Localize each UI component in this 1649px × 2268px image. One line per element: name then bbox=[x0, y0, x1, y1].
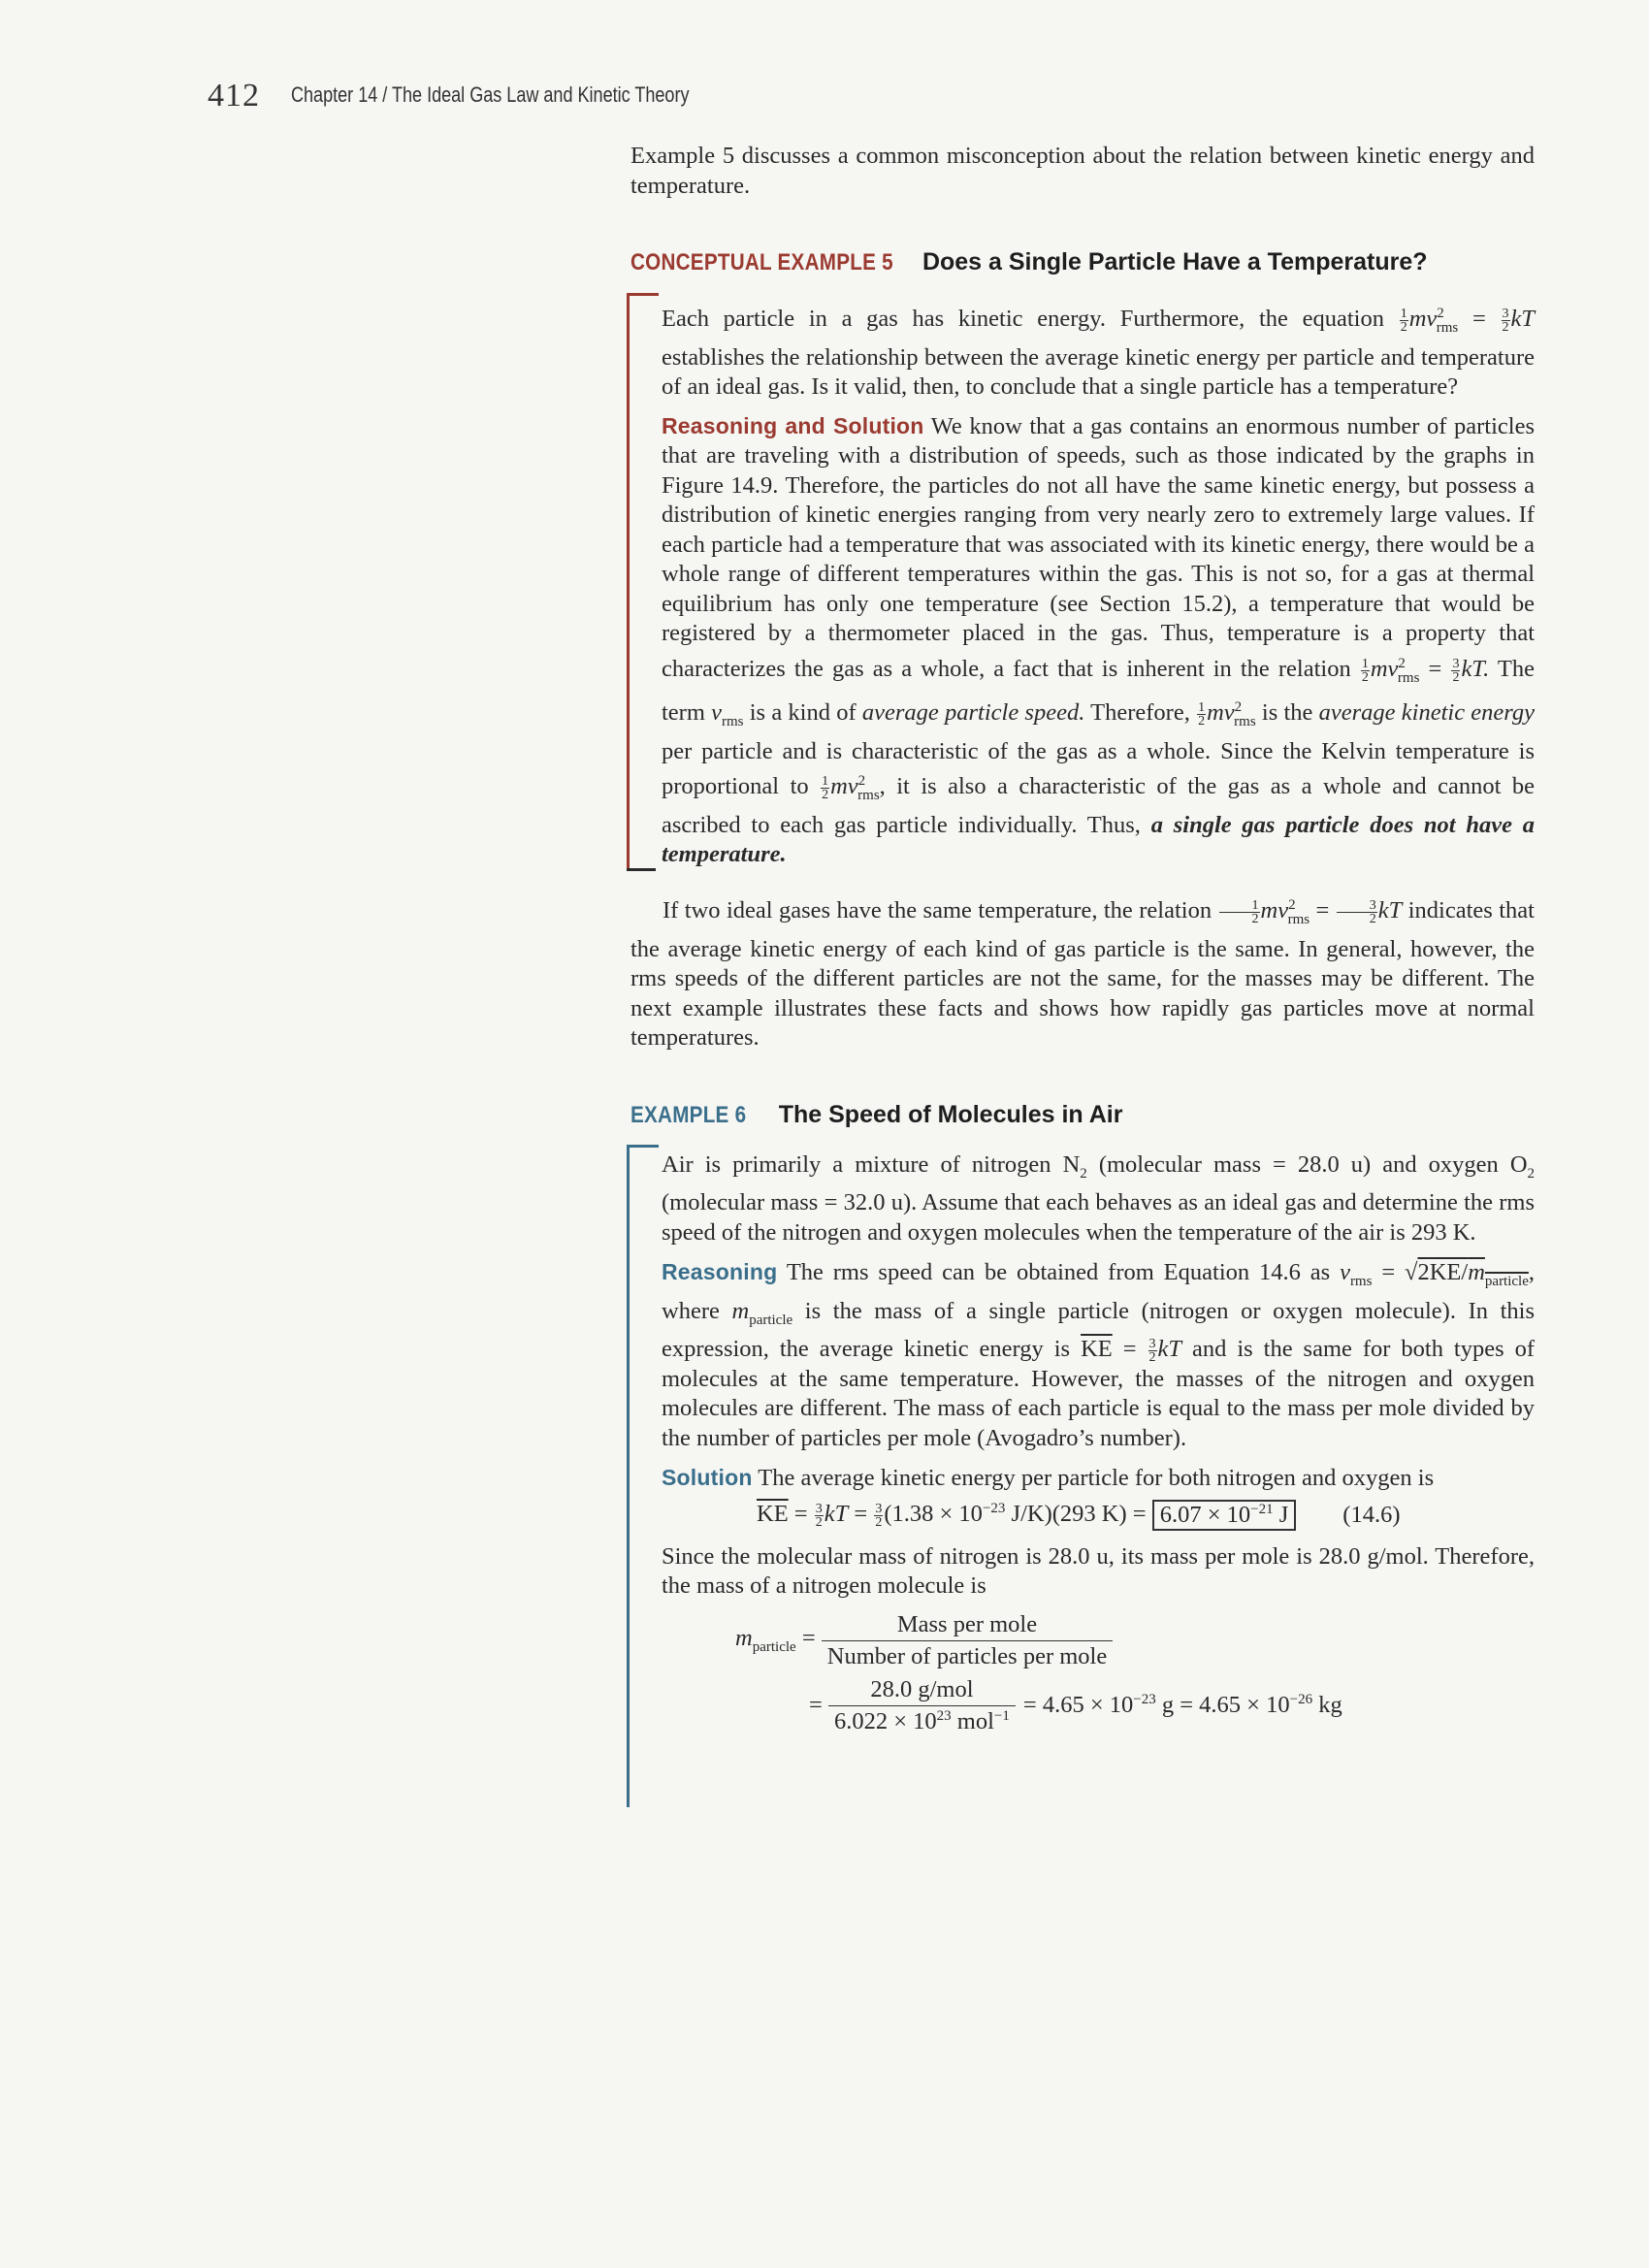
equation-number: (14.6) bbox=[1342, 1501, 1401, 1528]
ke-equation: $\overline{KE}$ = $\frac{3}{2}$ kT = $\frac{3}{2}$ ($1.38 \times 10^{-23}$ J/K)(293 K) = $6.07 \times 10^{-21}$ J (14.6) bbox=[757, 1501, 1401, 1531]
example6-mass-text: Since the molecular mass of nitrogen is 28.0 u, its mass per mole is 28.0 g/mol. Therefore, the mass of a nitrogen molecule is bbox=[662, 1542, 1535, 1600]
example5-conclusion: a single gas particle does not have a temperature. bbox=[662, 811, 1535, 868]
paragraph-2-text: If two ideal gases have the same temperature, the relation $\frac{1}{2}$ $mv^2_{rms}$ = $\frac{3}{2}$ kT indicates that the average kinetic energy of each kind of gas particle is the same. In general, however, the rms speeds of the different particles are not the same, for the masses may be different. The next example illustrates these facts and shows how rapidly gas particles move at normal temperatures. bbox=[630, 897, 1535, 1052]
example6-label: EXAMPLE 6 bbox=[630, 1102, 747, 1128]
page-number: 412 bbox=[208, 78, 260, 113]
example5-bracket bbox=[627, 293, 659, 868]
solution-label: Solution bbox=[662, 1465, 753, 1491]
chapter-title: Chapter 14 / The Ideal Gas Law and Kinetic Theory bbox=[291, 82, 690, 107]
example5-label: CONCEPTUAL EXAMPLE 5 bbox=[630, 249, 893, 275]
example5-title: Does a Single Particle Have a Temperature? bbox=[922, 248, 1428, 275]
example6-body bbox=[662, 1150, 1535, 1735]
example5-question: Each particle in a gas has kinetic energy. Furthermore, the equation $\frac{1}{2}$ $mv^2_{rms}$ = $\frac{3}{2}$ kT establishes the relationship between the average kinetic energy per particle and temperature of an ideal gas. Is it valid, then, to conclude that a single particle has a temperature? bbox=[662, 306, 1535, 401]
example6-solution: Solution The average kinetic energy per particle for both nitrogen and oxygen is bbox=[662, 1465, 1435, 1492]
example6-title: The Speed of Molecules in Air bbox=[778, 1101, 1123, 1128]
example5-heading bbox=[630, 248, 1535, 276]
example5-body bbox=[662, 299, 1535, 870]
reasoning-solution-label: Reasoning and Solution bbox=[662, 412, 924, 438]
reasoning-label: Reasoning bbox=[662, 1259, 778, 1285]
mass-equation-1: $m_{particle}$ = Mass per mole Number of particles per mole bbox=[662, 1611, 1535, 1670]
intro-paragraph bbox=[630, 142, 1535, 201]
paragraph-2 bbox=[630, 891, 1535, 1053]
ke-result-box: $6.07 \times 10^{-21}$ J bbox=[1152, 1500, 1297, 1531]
mass-equation-2: = 28.0 g/mol $6.022 \times 10^{23}$ mol$^{-1}$ = $4.65 \times 10^{-23}$ $g = 4.65 \times 10^{-26}$ kg bbox=[809, 1675, 1342, 1734]
example5-reasoning: Reasoning and Solution We know that a gas contains an enormous number of particles that are traveling with a distribution of speeds, such as those indicated by the graphs in Figure 14.9. Therefore, the particles do not all have the same kinetic energy, but possess a distribution of kinetic energies ranging from very nearly zero to extremely large values. If each particle had a temperature that was associated with its kinetic energy, there would be a whole range of different temperatures within the gas. This is not so, for a gas at thermal equilibrium has only one temperature (see Section 15.2), a temperature that would be registered by a thermometer placed in the gas. Thus, temperature is a property that characterizes the gas as a whole, a fact that is inherent in the relation $\frac{1}{2}$ $mv^2_{rms}$ = $\frac{3}{2}$ kT. The term $v_{rms}$ is a kind of average particle speed. Therefore, $\frac{1}{2}$ $mv^2_{rms}$ is the average kinetic energy per particle and is characteristic of the gas as a whole. Since the Kelvin temperature is proportional to $\frac{1}{2}$ $mv^2_{rms}$, it is also a characteristic of the gas as a whole and cannot be ascribed to each gas particle individually. Thus, a single gas particle does not have a temperature. bbox=[662, 412, 1536, 868]
example6-bracket bbox=[627, 1145, 659, 1807]
example6-problem: Air is primarily a mixture of nitrogen $N_2$ (molecular mass = 28.0 u) and oxygen $O_2$ (molecular mass = 32.0 u). Assume that each behaves as an ideal gas and determine the rms speed of the nitrogen and oxygen molecules when the temperature of the air is 293 K. bbox=[662, 1151, 1536, 1246]
example6-heading bbox=[630, 1101, 1535, 1129]
intro-text: Example 5 discusses a common misconception about the relation between kinetic energy and temperature. bbox=[630, 143, 1535, 199]
example6-reasoning: Reasoning The rms speed can be obtained from Equation 14.6 as $v_{rms} = √2KE/m_{particle}$, where $m_{particle}$ is the mass of a single particle (nitrogen or oxygen molecule). In this expression, the average kinetic energy is $\overline{KE}$ = $\frac{3}{2}$ kT and is the same for both types of molecules at the same temperature. However, the masses of the nitrogen and oxygen molecules are different. The mass of each particle is equal to the mass per mole divided by the number of particles per mole (Avogadro’s number). bbox=[662, 1259, 1536, 1451]
